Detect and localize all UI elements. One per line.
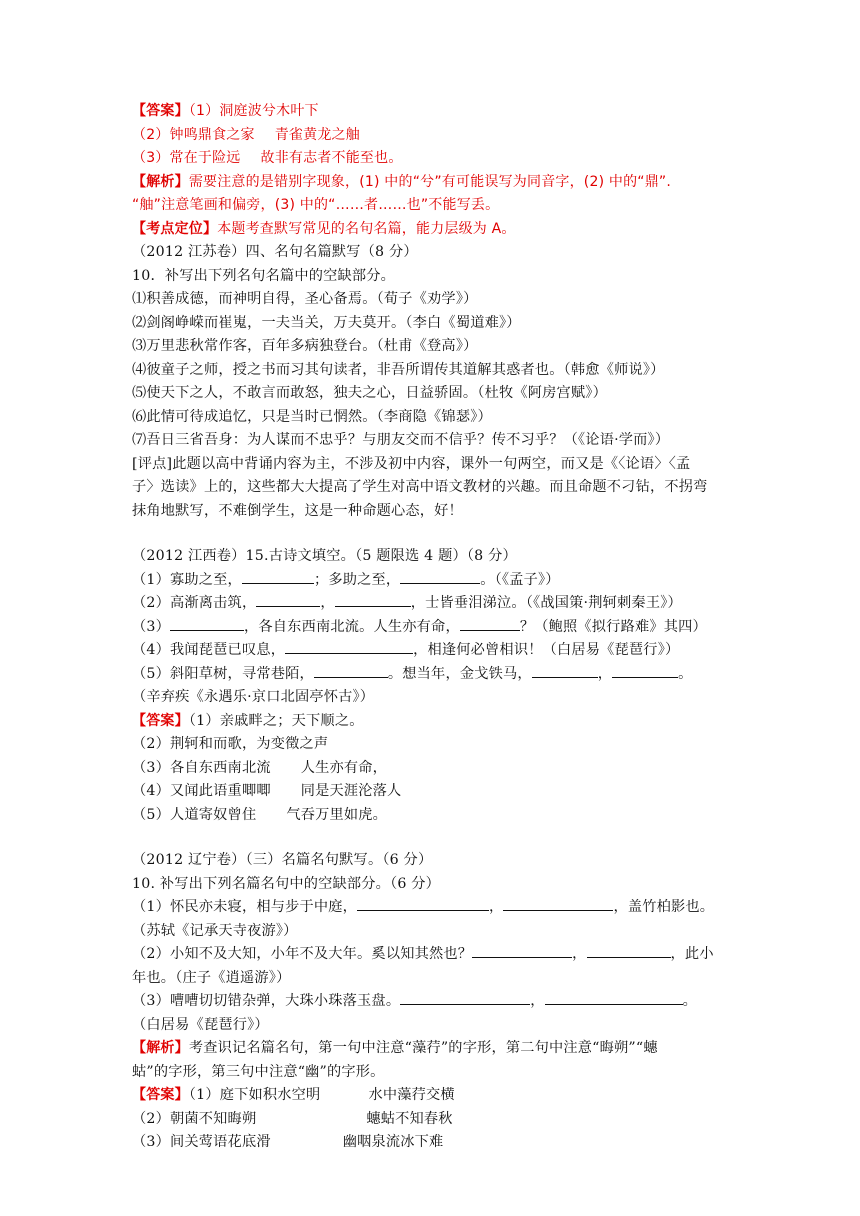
- answer-tag: 【答案】: [132, 1087, 189, 1103]
- review-line-1: [评点]此题以高中背诵内容为主，不涉及初中内容，课外一句两空，而又是《〈论语〉〈孟: [132, 455, 691, 472]
- fill-blank[interactable]: [532, 663, 598, 678]
- fill-blank[interactable]: [400, 990, 530, 1005]
- liaoning-q1: （1）怀民亦未寝，相与步于中庭， ， ，盖竹柏影也。: [132, 896, 732, 920]
- fill-blank[interactable]: [545, 990, 683, 1005]
- jiangxi-q3: （3） ，各自东西南北流。人生亦有命， ？（鲍照《拟行路难》其四）: [132, 616, 732, 640]
- jiangsu-heading: （2012 江苏卷）四、名句名篇默写（8 分）: [132, 244, 418, 260]
- fill-blank[interactable]: [587, 943, 671, 958]
- liaoning-answer-3: （3）间关莺语花底滑 幽咽泉流冰下难: [132, 1134, 444, 1150]
- fill-blank[interactable]: [357, 896, 489, 911]
- fill-blank[interactable]: [242, 569, 314, 584]
- jiangxi-q4: （4）我闻琵琶已叹息， ，相逢何必曾相识！（白居易《琵琶行》）: [132, 639, 732, 663]
- jiangxi-heading: （2012 江西卷）15.古诗文填空。（5 题限选 4 题）（8 分）: [132, 548, 517, 564]
- jiangsu-item-5: ⑸使天下之人，不敢言而敢怒，独夫之心，日益骄固。（杜牧《阿房宫赋》）: [132, 385, 607, 401]
- liaoning-q1-source: （苏轼《记承天寺夜游》）: [132, 922, 298, 939]
- jiangsu-item-6: ⑹此情可待成追忆，只是当时已惘然。（李商隐《锦瑟》）: [132, 408, 492, 425]
- analysis-tag: 【解析】: [132, 1040, 189, 1056]
- fill-blank[interactable]: [472, 943, 572, 958]
- jiangsu-item-3: ⑶万里悲秋常作客，百年多病独登台。（杜甫《登高》）: [132, 338, 478, 354]
- jiangsu-item-4: ⑷彼童子之师，授之书而习其句读者，非吾所谓传其道解其惑者也。（韩愈《师说》）: [132, 361, 665, 378]
- point-line: 【考点定位】本题考查默写常见的名句名篇，能力层级为 A。: [132, 220, 516, 237]
- review-line-3: 抹角地默写，不难倒学生，这是一种命题心态，好！: [132, 502, 463, 519]
- fill-blank[interactable]: [170, 616, 244, 631]
- jiangsu-question: 10．补写出下列名句名篇中的空缺部分。: [132, 267, 396, 284]
- jiangxi-q5: （5）斜阳草树，寻常巷陌， 。想当年，金戈铁马， ， 。: [132, 663, 732, 687]
- jiangxi-q5-source: （辛弃疾《永遇乐·京口北固亭怀古》）: [132, 689, 375, 705]
- jiangxi-answer-1: 【答案】（1）亲戚畔之；天下顺之。: [132, 712, 364, 729]
- liaoning-q2: （2）小知不及大知，小年不及大年。奚以知其然也？ ， ，此小: [132, 943, 732, 967]
- jiangxi-answer-5: （5）人道寄奴曾住 气吞万里如虎。: [132, 806, 388, 823]
- document-page: [132, 100, 732, 1155]
- fill-blank[interactable]: [335, 592, 411, 607]
- liaoning-answer-1: 【答案】（1）庭下如积水空明 水中藻荇交横: [132, 1087, 455, 1103]
- answer-line-2: （2）钟鸣鼎食之家 青雀黄龙之舳: [132, 126, 360, 143]
- liaoning-q3: （3）嘈嘈切切错杂弹，大珠小珠落玉盘。 ， 。: [132, 990, 732, 1014]
- liaoning-heading: （2012 辽宁卷）（三）名篇名句默写。（6 分）: [132, 852, 433, 868]
- liaoning-analysis-2: 蛄”的字形，第三句中注意“幽”的字形。: [132, 1063, 385, 1080]
- jiangxi-answer-4: （4）又闻此语重唧唧 同是天涯沦落人: [132, 783, 402, 799]
- liaoning-q2-cont: 年也。（庄子《逍遥游》）: [132, 969, 291, 986]
- fill-blank[interactable]: [460, 616, 520, 631]
- jiangsu-item-7: ⑺吾日三省吾身：为人谋而不忠乎？与朋友交而不信乎？传不习乎？（《论语·学而》）: [132, 432, 670, 448]
- analysis-tag: 【解析】: [132, 173, 189, 190]
- fill-blank[interactable]: [400, 569, 480, 584]
- jiangsu-item-2: ⑵剑阁峥嵘而崔嵬，一夫当关，万夫莫开。（李白《蜀道难》）: [132, 314, 521, 331]
- review-line-2: 子〉选读》上的，这些都大大提高了学生对高中语文教材的兴趣。而且命题不刁钻，不拐弯: [132, 479, 708, 495]
- liaoning-question: 10. 补写出下列名篇名句中的空缺部分。（6 分）: [132, 875, 441, 892]
- liaoning-analysis-1: 【解析】考查识记名篇名句，第一句中注意“藻荇”的字形，第二句中注意“晦朔”“蟪: [132, 1040, 658, 1056]
- answer-line-1: 【答案】（1）洞庭波兮木叶下: [132, 103, 319, 119]
- jiangxi-answer-3: （3）各自东西南北流 人生亦有命，: [132, 759, 388, 776]
- answer-tag: 【答案】: [132, 712, 189, 729]
- analysis-line-1: 【解析】需要注意的是错别字现象，(1) 中的“兮”有可能误写为同音字，(2) 中的“鼎”.: [132, 173, 672, 190]
- jiangxi-q1: （1）寡助之至， ；多助之至， 。（《孟子》）: [132, 569, 732, 593]
- jiangxi-answer-2: （2）荆轲和而歌，为变徵之声: [132, 736, 329, 752]
- jiangsu-item-1: ⑴积善成德，而神明自得，圣心备焉。（荀子《劝学》）: [132, 291, 478, 307]
- answer-tag: 【答案】: [132, 103, 189, 119]
- liaoning-q3-source: （白居易《琵琶行》）: [132, 1016, 269, 1033]
- fill-blank[interactable]: [314, 663, 388, 678]
- fill-blank[interactable]: [256, 592, 320, 607]
- fill-blank[interactable]: [503, 896, 613, 911]
- answer-line-3: （3）常在于险远 故非有志者不能至也。: [132, 150, 403, 166]
- fill-blank[interactable]: [612, 663, 678, 678]
- point-tag: 【考点定位】: [132, 220, 218, 237]
- jiangxi-q2: （2）高渐离击筑， ， ，士皆垂泪涕泣。（《战国策·荆轲刺秦王》）: [132, 592, 732, 616]
- fill-blank[interactable]: [285, 639, 413, 654]
- liaoning-answer-2: （2）朝菌不知晦朔 蟪蛄不知春秋: [132, 1110, 453, 1127]
- analysis-line-2: “舳”注意笔画和偏旁，(3) 中的“……者……也”不能写丢。: [132, 197, 500, 213]
